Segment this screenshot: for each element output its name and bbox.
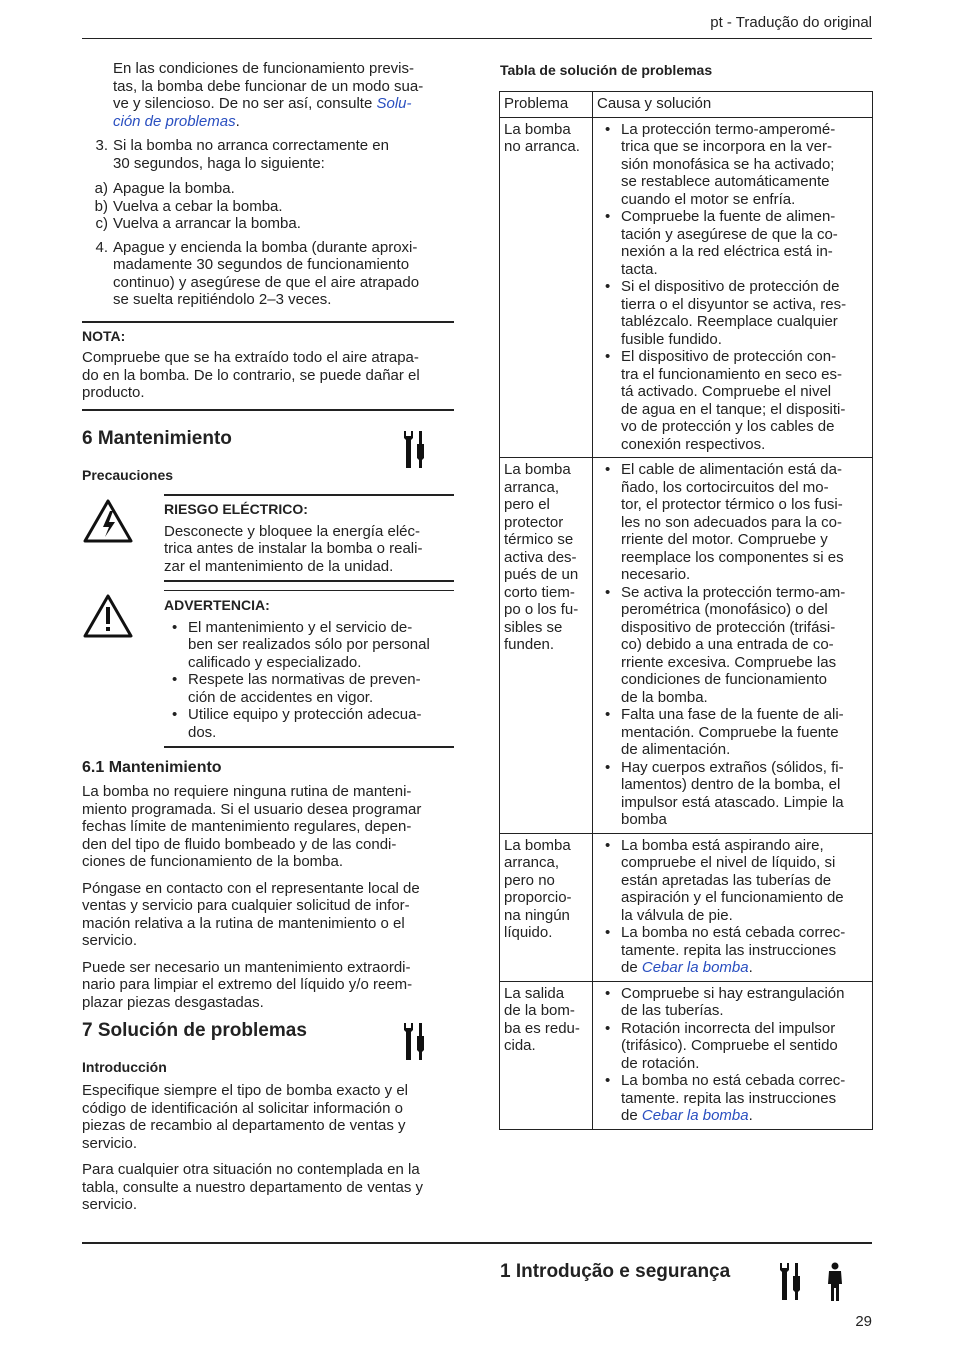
text-line: trica que se incorpora en la ver- — [621, 138, 832, 155]
person-icon — [824, 1262, 846, 1302]
page-number: 29 — [855, 1313, 872, 1330]
text-line: líquido. — [504, 924, 553, 941]
text-line: reemplace los componentes si es — [621, 548, 844, 566]
table-row — [500, 117, 873, 458]
text-line: lamentos) dentro de la bomba, el — [621, 776, 841, 793]
tools-icon — [402, 430, 428, 470]
text-line: (trifásico). Compruebe el sentido — [621, 1037, 838, 1054]
table-row — [500, 833, 873, 981]
text-line: servicio. — [82, 1196, 138, 1213]
text-line: tá activado. Compruebe el nivel — [621, 383, 832, 400]
text-line: • El cable de alimentación está da- — [621, 461, 842, 478]
text-line: tra el funcionamiento en seco es- — [621, 365, 842, 383]
text-line: • La protección termo-amperomé- — [621, 120, 836, 138]
text-line: fechas límite de mantenimiento regulares, depen- — [82, 818, 412, 835]
text-line: La bomba — [504, 836, 571, 854]
warning-line: ción de accidentes en vigor. — [188, 688, 374, 706]
cause-item — [597, 985, 868, 1020]
text-line: sibles se — [504, 618, 563, 636]
warning-item — [164, 671, 454, 706]
text-line: tación y asegúrese de que la co- — [621, 225, 838, 243]
text-line: de — [621, 959, 642, 976]
text-line: activa des- — [504, 548, 577, 566]
step-line: Si la bomba no arranca correctamente en — [113, 137, 389, 154]
step-number: 4. — [95, 238, 108, 256]
text-line: tablézcalo. Reemplace cualquier — [621, 313, 838, 330]
text-line: • Se activa la protección termo-am- — [621, 583, 846, 601]
cause-item — [597, 208, 868, 278]
text-line: de las tuberías. — [621, 1002, 724, 1019]
text-line: están apretadas las tuberías de — [621, 871, 832, 889]
text-line: • Compruebe la fuente de alimen- — [621, 208, 836, 225]
text-line: rriente excesiva. Compruebe las — [621, 653, 837, 671]
text-line: pero no — [504, 871, 555, 889]
step-line: Apague y encienda la bomba (durante aproxi- — [113, 238, 418, 256]
prime-pump-link[interactable]: Cebar la bomba — [641, 1107, 749, 1124]
electrical-risk-line: zar el mantenimiento de la unidad. — [164, 557, 394, 575]
text-line: conexión respectivos. — [621, 435, 766, 453]
text-line: de agua en el tanque; el dispositi- — [621, 400, 846, 418]
step-3 — [82, 137, 454, 172]
text-line: bomba — [621, 811, 667, 828]
troubleshooting-table — [499, 91, 873, 1130]
text-line: vo de protección y los cables de — [621, 418, 835, 435]
sub-step-text: Apague la bomba. — [113, 180, 235, 197]
warning-icon — [82, 593, 134, 639]
text-line: • Falta una fase de la fuente de ali- — [621, 706, 844, 723]
punctuation: . — [748, 1107, 753, 1124]
text-line: tabla, consulte a nuestro departamento de ventas y — [82, 1178, 424, 1196]
warning-line: dos. — [188, 723, 217, 741]
section-7-body — [82, 1082, 454, 1223]
sub-steps — [82, 180, 454, 233]
text-line: miento programada. Si el usuario desea programar — [82, 800, 422, 818]
text-line: de — [621, 1107, 642, 1124]
text-line: funden. — [504, 636, 555, 653]
table-row — [500, 458, 873, 834]
cause-item — [597, 1020, 868, 1073]
text-line: aspiración y el funcionamiento de — [621, 889, 844, 906]
electrical-risk-title: RIESGO ELÉCTRICO: — [164, 501, 308, 517]
section-6-1-title: 6.1 Mantenimiento — [82, 759, 222, 776]
step-line: continuo) y asegúrese de que el aire atrapado — [113, 273, 420, 291]
text-line: térmico se — [504, 531, 574, 548]
sub-step-letter: b) — [94, 197, 108, 215]
text-line: cida. — [504, 1037, 536, 1054]
intro-line: ve y silencioso. De no ser así, consulte — [113, 95, 377, 112]
text-line: servicio. — [82, 932, 138, 949]
text-line: nexión a la red eléctrica está in- — [621, 243, 833, 260]
footer-section-title: 1 Introdução e segurança — [500, 1261, 731, 1282]
text-line: Puede ser necesario un mantenimiento extraordi- — [82, 958, 411, 976]
text-line: pero el — [504, 496, 550, 513]
text-line: • Hay cuerpos extraños (sólidos, fi- — [621, 758, 844, 776]
text-line: ventas y servicio para cualquier solicitud de infor- — [82, 897, 410, 914]
warning-line: • Respete las normativas de preven- — [188, 671, 421, 688]
column-header-cause: Causa y solución — [593, 92, 873, 118]
cause-item — [597, 348, 868, 453]
text-line: fusible fundido. — [621, 330, 722, 348]
divider — [164, 580, 454, 582]
text-line: La bomba — [504, 461, 571, 478]
text-line: condiciones de funcionamiento — [621, 671, 827, 688]
text-line: plazar piezas desgastadas. — [82, 993, 264, 1011]
problem-cell — [500, 833, 593, 981]
text-line: Para cualquier otra situación no contemplada en la — [82, 1161, 420, 1178]
note-line: do en la bomba. De lo contrario, se puede dañar el — [82, 366, 420, 384]
header-rule — [82, 38, 872, 39]
text-line: co) debido a una entrada de co- — [621, 636, 834, 653]
sub-step-letter: a) — [94, 180, 108, 197]
left-column — [82, 60, 454, 411]
electrical-risk-line: Desconecte y bloquee la energía eléc- — [164, 522, 420, 540]
text-line: na ningún — [504, 906, 570, 924]
paragraph — [82, 880, 454, 950]
step-4 — [82, 239, 454, 309]
page-header: pt - Tradução do original — [710, 14, 872, 31]
footer-rule — [82, 1242, 872, 1244]
warning-line: ben ser realizados sólo por personal — [188, 636, 430, 653]
warning-line: • El mantenimiento y el servicio de- — [188, 618, 413, 636]
text-line: La bomba — [504, 120, 571, 138]
text-line: • Compruebe si hay estrangulación — [621, 984, 845, 1002]
text-line: rriente del motor. Compruebe y — [621, 531, 828, 548]
warning-box — [164, 590, 454, 741]
sub-step-letter: c) — [95, 215, 108, 232]
section-6-1-body — [82, 783, 454, 1020]
note-line: Compruebe que se ha extraído todo el aire atrapa- — [82, 349, 419, 366]
text-line: • Si el dispositivo de protección de — [621, 278, 840, 295]
text-line: arranca, — [504, 478, 560, 496]
sub-step-text: Vuelva a cebar la bomba. — [113, 197, 283, 215]
note-line: producto. — [82, 384, 145, 401]
sub-step — [82, 215, 454, 233]
text-line: piezas de recambio al departamento de ventas y — [82, 1117, 406, 1134]
column-header-problem: Problema — [500, 92, 593, 118]
text-line: La salida — [504, 984, 565, 1002]
warning-item — [164, 619, 454, 672]
electrical-risk-box — [164, 494, 454, 575]
text-line: se restablece automáticamente — [621, 173, 830, 190]
table-header-row — [500, 92, 873, 118]
section-7-title: 7 Solución de problemas — [82, 1020, 307, 1041]
text-line: mación relativa a la rutina de mantenimiento o el — [82, 914, 405, 932]
step-line: se suelta repitiéndolo 2–3 veces. — [113, 291, 332, 308]
text-line: La bomba no requiere ninguna rutina de manteni- — [82, 783, 412, 800]
note-title: NOTA: — [82, 327, 126, 344]
cause-cell — [593, 833, 873, 981]
cause-item — [597, 278, 868, 348]
paragraph — [82, 959, 454, 1012]
text-line: Póngase en contacto con el representante local de — [82, 879, 420, 897]
text-line: sión monofásica se ha activado; — [621, 155, 835, 173]
text-line: código de identificación al solicitar información o — [82, 1099, 404, 1117]
step-line: madamente 30 segundos de funcionamiento — [113, 256, 410, 273]
intro-paragraph: En las condiciones de funcionamiento previs- tas, la bomba debe funcionar de un modo sua- ve y silencioso. De no ser así, consulte Solu- ción de problemas. — [113, 60, 454, 130]
text-line: proporcio- — [504, 889, 572, 906]
text-line: de alimentación. — [621, 741, 731, 758]
text-line: ciones de funcionamiento de la bomba. — [82, 853, 344, 870]
text-line: tor, el protector térmico o los fusi- — [621, 496, 843, 513]
sub-step-text: Vuelva a arrancar la bomba. — [113, 215, 301, 232]
sub-step — [82, 180, 454, 198]
cause-item — [597, 121, 868, 209]
text-line: la válvula de pie. — [621, 906, 733, 924]
text-line: de la bom- — [504, 1002, 575, 1019]
warning-line: • Utilice equipo y protección adecua- — [188, 706, 422, 723]
text-line: corto tiem- — [504, 583, 575, 601]
text-line: impulsor está atascado. Limpie la — [621, 793, 844, 811]
warning-title: ADVERTENCIA: — [164, 597, 270, 613]
note-box — [82, 321, 454, 411]
problem-cell — [500, 458, 593, 834]
cause-item — [597, 759, 868, 829]
text-line: tamente. repita las instrucciones — [621, 1089, 837, 1107]
step-line: 30 segundos, haga lo siguiente: — [113, 154, 325, 172]
text-line: protector — [504, 513, 564, 531]
warning-line: calificado y especializado. — [188, 653, 362, 671]
cause-item — [597, 837, 868, 925]
cause-cell — [593, 981, 873, 1129]
text-line: den del tipo de fluido bombeado y de las condi- — [82, 835, 397, 853]
text-line: mentación. Compruebe la fuente — [621, 723, 839, 741]
text-line: nario para limpiar el extremo del líquido y/o reem- — [82, 976, 413, 993]
intro-line: tas, la bomba debe funcionar de un modo sua- — [113, 77, 424, 95]
text-line: dispositivo de protección (trifási- — [621, 618, 836, 636]
text-line: tierra o el disyuntor se activa, res- — [621, 295, 847, 313]
paragraph — [82, 783, 454, 871]
tools-icon — [778, 1262, 804, 1302]
problem-cell — [500, 117, 593, 458]
cause-item — [597, 706, 868, 759]
intro-line: En las condiciones de funcionamiento previs- — [113, 60, 415, 77]
text-line: • El dispositivo de protección con- — [621, 348, 837, 365]
paragraph — [82, 1161, 454, 1214]
text-line: perométrica (monofásico) o del — [621, 601, 828, 618]
cause-item — [597, 1072, 868, 1125]
divider — [164, 746, 454, 748]
step-number: 3. — [95, 137, 108, 154]
electrical-hazard-icon — [82, 498, 134, 544]
table-title: Tabla de solución de problemas — [500, 62, 713, 78]
text-line: • La bomba no está cebada correc- — [621, 924, 846, 941]
cause-cell — [593, 458, 873, 834]
introduction-heading: Introducción — [82, 1059, 167, 1075]
text-line: necesario. — [621, 566, 691, 583]
sub-step — [82, 198, 454, 216]
text-line: po o los fu- — [504, 601, 579, 618]
text-line: tacta. — [621, 260, 658, 278]
cause-item — [597, 584, 868, 707]
text-line: les no son adecuados para la co- — [621, 513, 842, 531]
prime-pump-link[interactable]: Cebar la bomba — [641, 959, 749, 976]
text-line: ñado, los cortocircuitos del mo- — [621, 478, 829, 496]
text-line: • La bomba no está cebada correc- — [621, 1072, 846, 1089]
text-line: de rotación. — [621, 1054, 700, 1072]
text-line: tamente. repita las instrucciones — [621, 941, 837, 959]
text-line: compruebe el nivel de líquido, si — [621, 854, 836, 871]
text-line: no arranca. — [504, 138, 580, 155]
paragraph — [82, 1082, 454, 1152]
text-line: servicio. — [82, 1134, 138, 1152]
cause-cell — [593, 117, 873, 458]
section-6-title: 6 Mantenimiento — [82, 428, 232, 449]
tools-icon — [402, 1022, 428, 1062]
table-row — [500, 981, 873, 1129]
text-line: pués de un — [504, 566, 579, 583]
troubleshooting-link[interactable]: ción de problemas — [113, 112, 236, 130]
text-line: ba es redu- — [504, 1019, 580, 1037]
text-line: • La bomba está aspirando aire, — [621, 836, 824, 854]
text-line: arranca, — [504, 854, 560, 871]
problem-cell — [500, 981, 593, 1129]
precautions-heading: Precauciones — [82, 467, 174, 483]
text-line: • Rotación incorrecta del impulsor — [621, 1019, 836, 1037]
warning-item — [164, 706, 454, 741]
punctuation: . — [748, 959, 753, 976]
text-line: cuando el motor se enfría. — [621, 190, 796, 208]
text-line: de la bomba. — [621, 688, 708, 706]
cause-item — [597, 924, 868, 977]
electrical-risk-line: trica antes de instalar la bomba o reali- — [164, 540, 423, 557]
troubleshooting-link[interactable]: Solu- — [376, 95, 412, 112]
text-line: Especifique siempre el tipo de bomba exacto y el — [82, 1082, 409, 1099]
cause-item — [597, 461, 868, 584]
